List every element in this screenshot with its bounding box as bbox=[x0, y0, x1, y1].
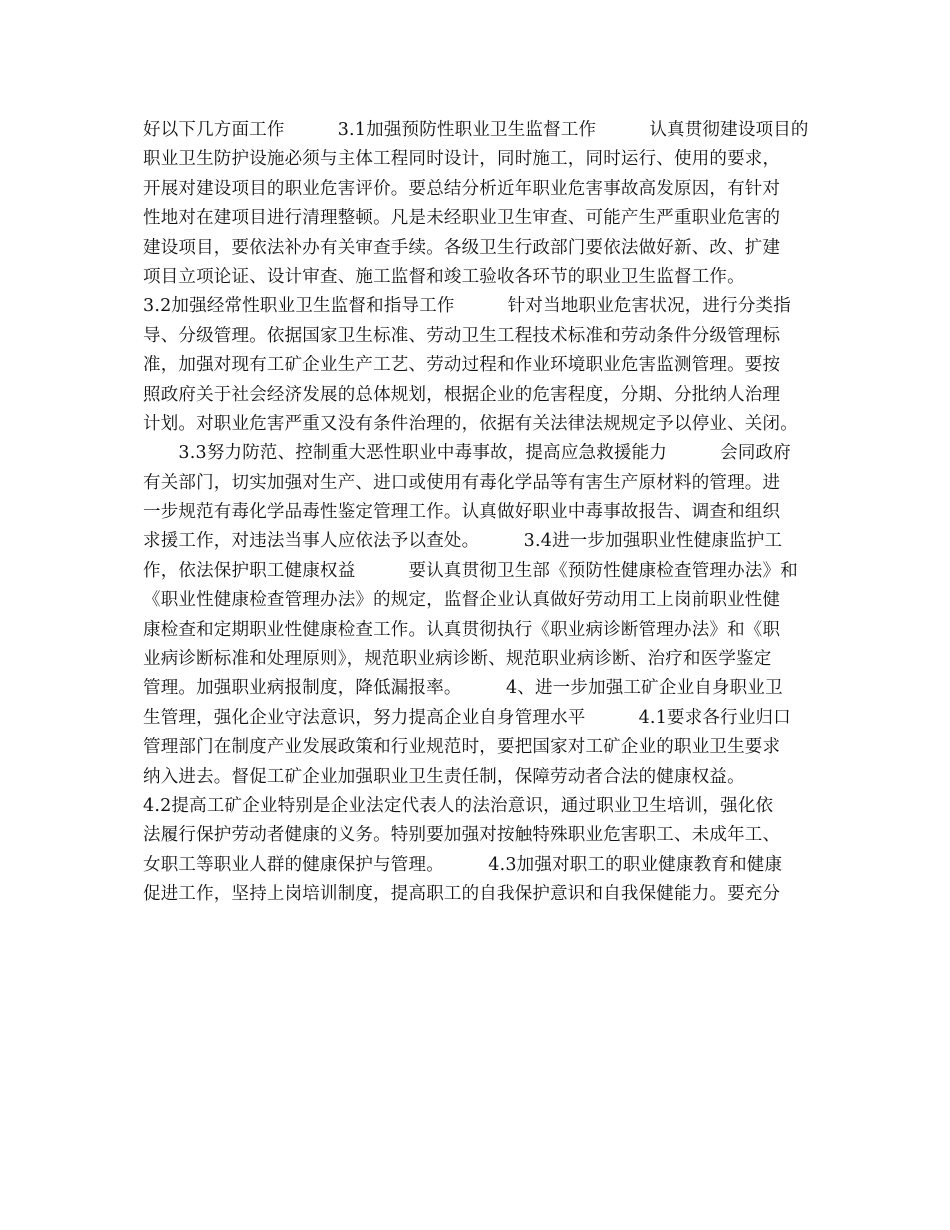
body-text bbox=[143, 116, 843, 910]
text-line-15: 求援工作，对违法当事人应依法予以查处。 3.4进一步加强职业性健康监护工 bbox=[143, 531, 783, 552]
text-line-27: 促进工作，坚持上岗培训制度，提高职工的自我保护意识和自我保健能力。要充分 bbox=[143, 884, 781, 905]
text-line-18: 康检查和定期职业性健康检查工作。认真贯彻执行《职业病诊断管理办法》和《职 bbox=[143, 619, 781, 640]
text-line-7: 3.2加强经常性职业卫生监督和指导工作 针对当地职业危害状况，进行分类指 bbox=[143, 296, 791, 317]
text-line-3: 开展对建设项目的职业危害评价。要总结分析近年职业危害事故高发原因，有针对 bbox=[143, 178, 781, 199]
text-line-13: 有关部门，切实加强对生产、进口或使用有毒化学品等有害生产原材料的管理。进 bbox=[143, 472, 781, 493]
text-line-20: 管理。加强职业病报制度，降低漏报率。 4、进一步加强工矿企业自身职业卫 bbox=[143, 678, 783, 699]
text-line-8: 导、分级管理。依据国家卫生标准、劳动卫生工程技术标准和劳动条件分级管理标 bbox=[143, 325, 781, 346]
text-line-16: 作，依法保护职工健康权益 要认真贯彻卫生部《预防性健康检查管理办法》和 bbox=[143, 560, 798, 581]
text-line-1: 好以下几方面工作 3.1加强预防性职业卫生监督工作 认真贯彻建设项目的 bbox=[143, 120, 809, 140]
text-line-2: 职业卫生防护设施必须与主体工程同时设计，同时施工，同时运行、使用的要求， bbox=[143, 149, 781, 170]
text-line-26: 女职工等职业人群的健康保护与管理。 4.3加强对职工的职业健康教育和健康 bbox=[143, 854, 783, 875]
text-line-9: 准，加强对现有工矿企业生产工艺、劳动过程和作业环境职业危害监测管理。要按 bbox=[143, 355, 781, 376]
text-line-21: 生管理，强化企业守法意识，努力提高企业自身管理水平 4.1要求各行业归口 bbox=[143, 707, 791, 728]
text-line-23: 纳入进去。督促工矿企业加强职业卫生责任制，保障劳动者合法的健康权益。 bbox=[143, 766, 745, 787]
text-line-19: 业病诊断标准和处理原则》，规范职业病诊断、规范职业病诊断、治疗和医学鉴定 bbox=[143, 649, 772, 670]
text-line-22: 管理部门在制度产业发展政策和行业规范时，要把国家对工矿企业的职业卫生要求 bbox=[143, 737, 781, 758]
text-line-12: 3.3努力防范、控制重大恶性职业中毒事故，提高应急救援能力 会同政府 bbox=[143, 443, 791, 464]
text-line-11: 计划。对职业危害严重又没有条件治理的，依据有关法律法规规定予以停业、关闭。 bbox=[143, 413, 798, 434]
text-line-6: 项目立项论证、设计审查、施工监督和竣工验收各环节的职业卫生监督工作。 bbox=[143, 266, 745, 287]
text-line-4: 性地对在建项目进行清理整顿。凡是未经职业卫生审查、可能产生严重职业危害的 bbox=[143, 208, 781, 229]
text-line-17: 《职业性健康检查管理办法》的规定，监督企业认真做好劳动用工上岗前职业性健 bbox=[143, 590, 781, 611]
text-line-5: 建设项目，要依法补办有关审查手续。各级卫生行政部门要依法做好新、改、扩建 bbox=[143, 237, 781, 258]
text-line-14: 一步规范有毒化学品毒性鉴定管理工作。认真做好职业中毒事故报告、调查和组织 bbox=[143, 502, 781, 523]
text-line-24: 4.2提高工矿企业特别是企业法定代表人的法治意识，通过职业卫生培训，强化依 bbox=[143, 795, 774, 816]
text-line-10: 照政府关于社会经济发展的总体规划，根据企业的危害程度，分期、分批纳人治理 bbox=[143, 384, 781, 405]
text-line-25: 法履行保护劳动者健康的义务。特别要加强对按触特殊职业危害职工、未成年工、 bbox=[143, 825, 781, 846]
